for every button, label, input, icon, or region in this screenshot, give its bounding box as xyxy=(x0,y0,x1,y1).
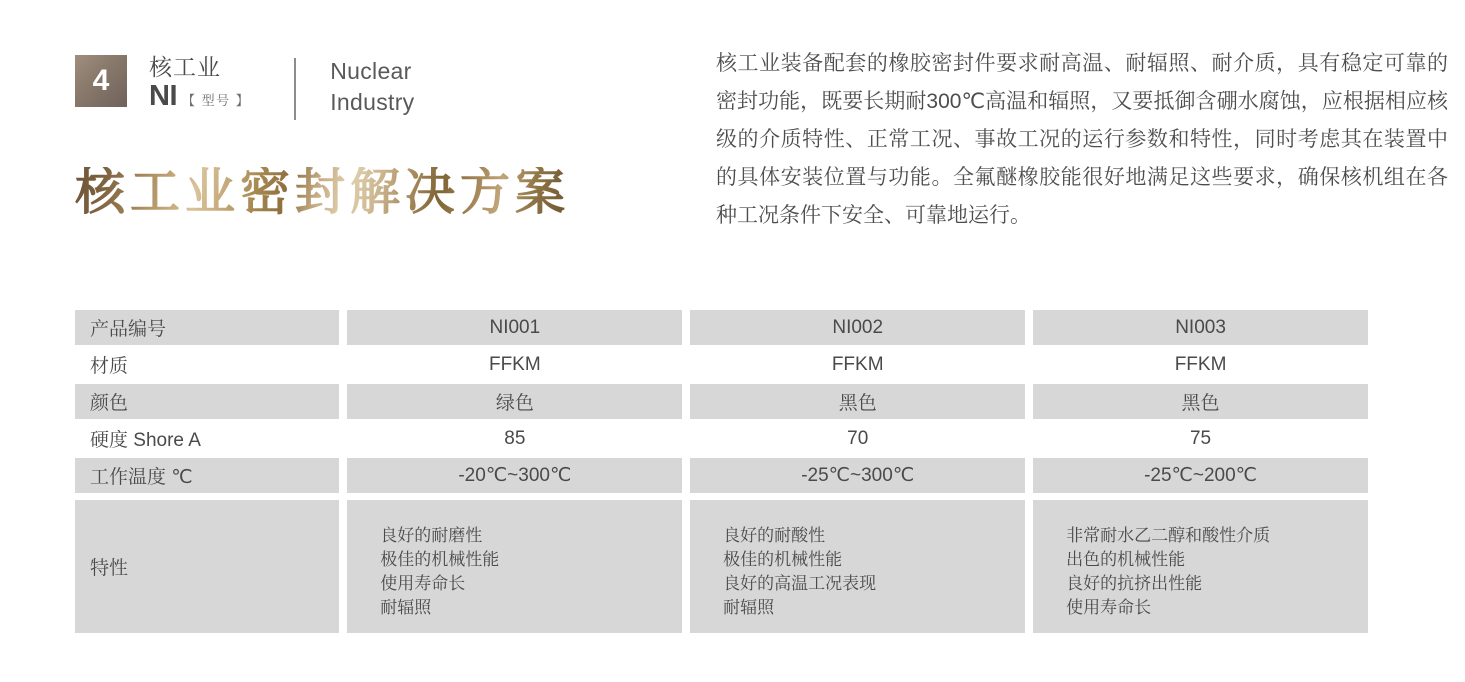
vertical-divider xyxy=(294,58,296,120)
table-cell: FFKM xyxy=(690,347,1025,382)
table-cell: 黑色 xyxy=(1033,384,1368,419)
table-cell: 黑色 xyxy=(690,384,1025,419)
table-cell: -25℃~300℃ xyxy=(690,458,1025,493)
brand-block xyxy=(75,55,414,120)
table-cell: 75 xyxy=(1033,421,1368,456)
table-row xyxy=(75,458,1368,493)
row-label: 工作温度 ℃ xyxy=(75,458,339,493)
feature-item: 使用寿命长 xyxy=(380,574,466,593)
section-number-badge: 4 xyxy=(75,55,127,107)
page-header xyxy=(75,45,1448,245)
table-cell: 绿色 xyxy=(347,384,682,419)
table-cell: 85 xyxy=(347,421,682,456)
table-row xyxy=(75,421,1368,456)
brand-chinese xyxy=(149,55,250,111)
brand-abbreviation: NI xyxy=(149,79,177,112)
brand-model-tag: 【 型号 】 xyxy=(182,92,251,108)
table-cell: -25℃~200℃ xyxy=(1033,458,1368,493)
table-cell: FFKM xyxy=(347,347,682,382)
feature-item: 良好的耐磨性 xyxy=(380,526,483,545)
row-label: 材质 xyxy=(75,347,339,382)
feature-item: 良好的耐酸性 xyxy=(723,526,826,545)
feature-item: 极佳的机械性能 xyxy=(723,550,843,569)
row-label: 产品编号 xyxy=(75,310,339,345)
row-label: 颜色 xyxy=(75,384,339,419)
features-cell xyxy=(347,500,682,633)
row-label: 硬度 Shore A xyxy=(75,421,339,456)
feature-item: 良好的抗挤出性能 xyxy=(1066,574,1203,593)
features-cell xyxy=(690,500,1025,633)
table-cell: NI002 xyxy=(690,310,1025,345)
specification-table xyxy=(75,310,1368,633)
features-label: 特性 xyxy=(75,500,339,633)
brand-en-line-2: Industry xyxy=(330,88,415,115)
table-row xyxy=(75,384,1368,419)
table-cell: 70 xyxy=(690,421,1025,456)
feature-item: 耐辐照 xyxy=(723,598,775,617)
feature-item: 出色的机械性能 xyxy=(1066,550,1186,569)
brand-english xyxy=(330,55,414,117)
table-cell: FFKM xyxy=(1033,347,1368,382)
table-cell: -20℃~300℃ xyxy=(347,458,682,493)
feature-item: 极佳的机械性能 xyxy=(380,550,500,569)
table-cell: NI003 xyxy=(1033,310,1368,345)
table-cell: NI001 xyxy=(347,310,682,345)
brand-cn-title: 核工业 xyxy=(149,54,221,80)
brand-abbr-row xyxy=(149,79,251,112)
table-row xyxy=(75,310,1368,345)
brand-en-line-1: Nuclear xyxy=(330,58,412,84)
feature-item: 耐辐照 xyxy=(380,598,432,617)
table-row xyxy=(75,347,1368,382)
feature-item: 良好的高温工况表现 xyxy=(723,574,877,593)
features-cell xyxy=(1033,500,1368,633)
feature-item: 使用寿命长 xyxy=(1066,598,1152,617)
page-title: 核工业密封解决方案 xyxy=(75,164,570,220)
feature-item: 非常耐水乙二醇和酸性介质 xyxy=(1066,526,1271,545)
intro-paragraph: 核工业装备配套的橡胶密封件要求耐高温、耐辐照、耐介质，具有稳定可靠的密封功能，既要长期耐300℃高温和辐照，又要抵御含硼水腐蚀，应根据相应核级的介质特性、正常工况、事故工况的运行参数和特性，同时考虑其在装置中的具体安装位置与功能。全氟醚橡胶能很好地满足这些要求，确保核机组在各种工况条件下安全、可靠地运行。 xyxy=(716,52,1448,227)
features-row xyxy=(75,500,1368,633)
